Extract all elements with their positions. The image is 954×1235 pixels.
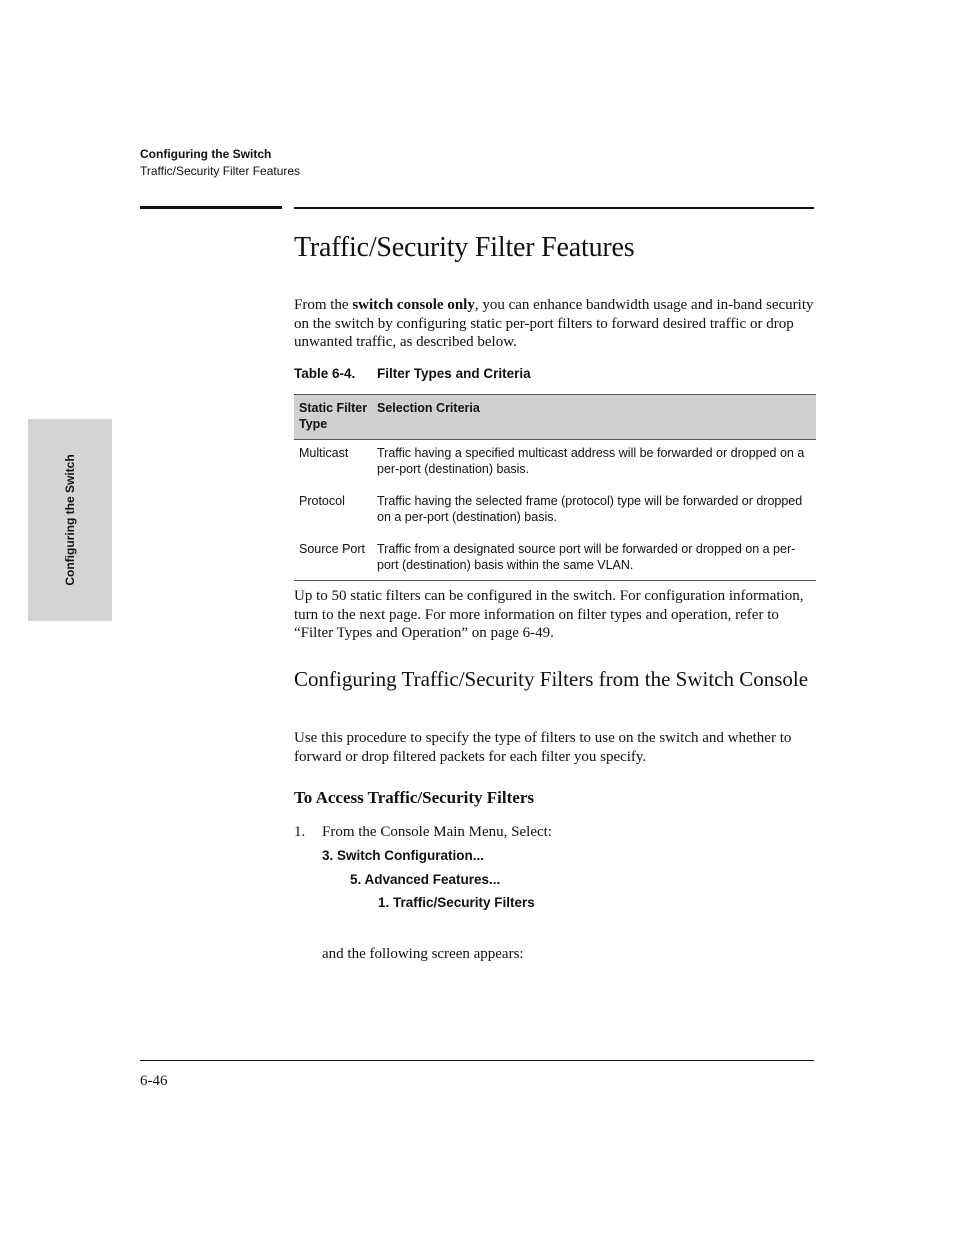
- intro-text-end: , you can enhance bandwidth usage and in-band security on the switch by configuring static per-port filters to forward desired traffic or drop unwanted traffic, as described below.: [294, 297, 814, 351]
- header-rule-left: [140, 206, 282, 209]
- menu-path-switch-configuration: 3. Switch Configuration...: [322, 848, 484, 863]
- page-number: 6-46: [140, 1073, 168, 1089]
- table-row: [294, 537, 816, 581]
- menu-path-traffic-security-filters: 1. Traffic/Security Filters: [378, 895, 535, 910]
- table-row: [294, 440, 816, 490]
- intro-paragraph: [294, 296, 814, 352]
- table-cell: Source Port: [294, 537, 372, 581]
- table-caption-label: Table 6-4.: [294, 366, 356, 381]
- table-cell: Traffic having the selected frame (protocol) type will be forwarded or dropped on a per-port (destination) basis.: [377, 494, 803, 524]
- footer-rule: [140, 1060, 814, 1061]
- filters-info-paragraph: Up to 50 static filters can be configured in the switch. For configuration information, turn to the next page. For more information on filter types and operation, refer to “Filter Types and Operation” on page 6-49.: [294, 588, 804, 642]
- running-header-chapter: Configuring the Switch: [140, 147, 272, 161]
- table-cell: Protocol: [299, 494, 345, 508]
- filter-types-table: [294, 394, 816, 581]
- table-header-row: [294, 395, 816, 440]
- side-tab-label: Configuring the Switch: [63, 454, 77, 586]
- table-caption-title: Filter Types and Criteria: [377, 366, 531, 381]
- step-follow-text: and the following screen appears:: [322, 946, 524, 962]
- table-caption: [294, 366, 531, 381]
- step-text: From the Console Main Menu, Select:: [322, 824, 552, 840]
- procedure-paragraph: Use this procedure to specify the type of filters to use on the switch and whether to forward or drop filtered packets for each filter you specify.: [294, 730, 792, 765]
- page-title: Traffic/Security Filter Features: [294, 232, 635, 263]
- header-rule-right: [294, 207, 814, 209]
- table-cell: Traffic having a specified multicast address will be forwarded or dropped on a per-port (destination) basis.: [377, 446, 805, 476]
- access-heading: To Access Traffic/Security Filters: [294, 788, 534, 807]
- running-header-section: Traffic/Security Filter Features: [140, 164, 301, 178]
- table-cell: Multicast: [299, 446, 349, 460]
- table-row: [294, 489, 816, 537]
- chapter-side-tab: [28, 419, 112, 621]
- table-cell: Traffic from a designated source port will be forwarded or dropped on a per-port (destination) basis within the same VLAN.: [372, 537, 816, 581]
- intro-text-start: From the: [294, 297, 353, 313]
- step-number: 1.: [294, 824, 306, 840]
- table-header-cell: Static Filter Type: [294, 395, 372, 440]
- intro-emphasis: switch console only: [352, 297, 475, 313]
- menu-path-advanced-features: 5. Advanced Features...: [350, 872, 501, 887]
- table-header-cell: Selection Criteria: [372, 395, 816, 440]
- section-subheading: Configuring Traffic/Security Filters from the Switch Console: [294, 667, 809, 691]
